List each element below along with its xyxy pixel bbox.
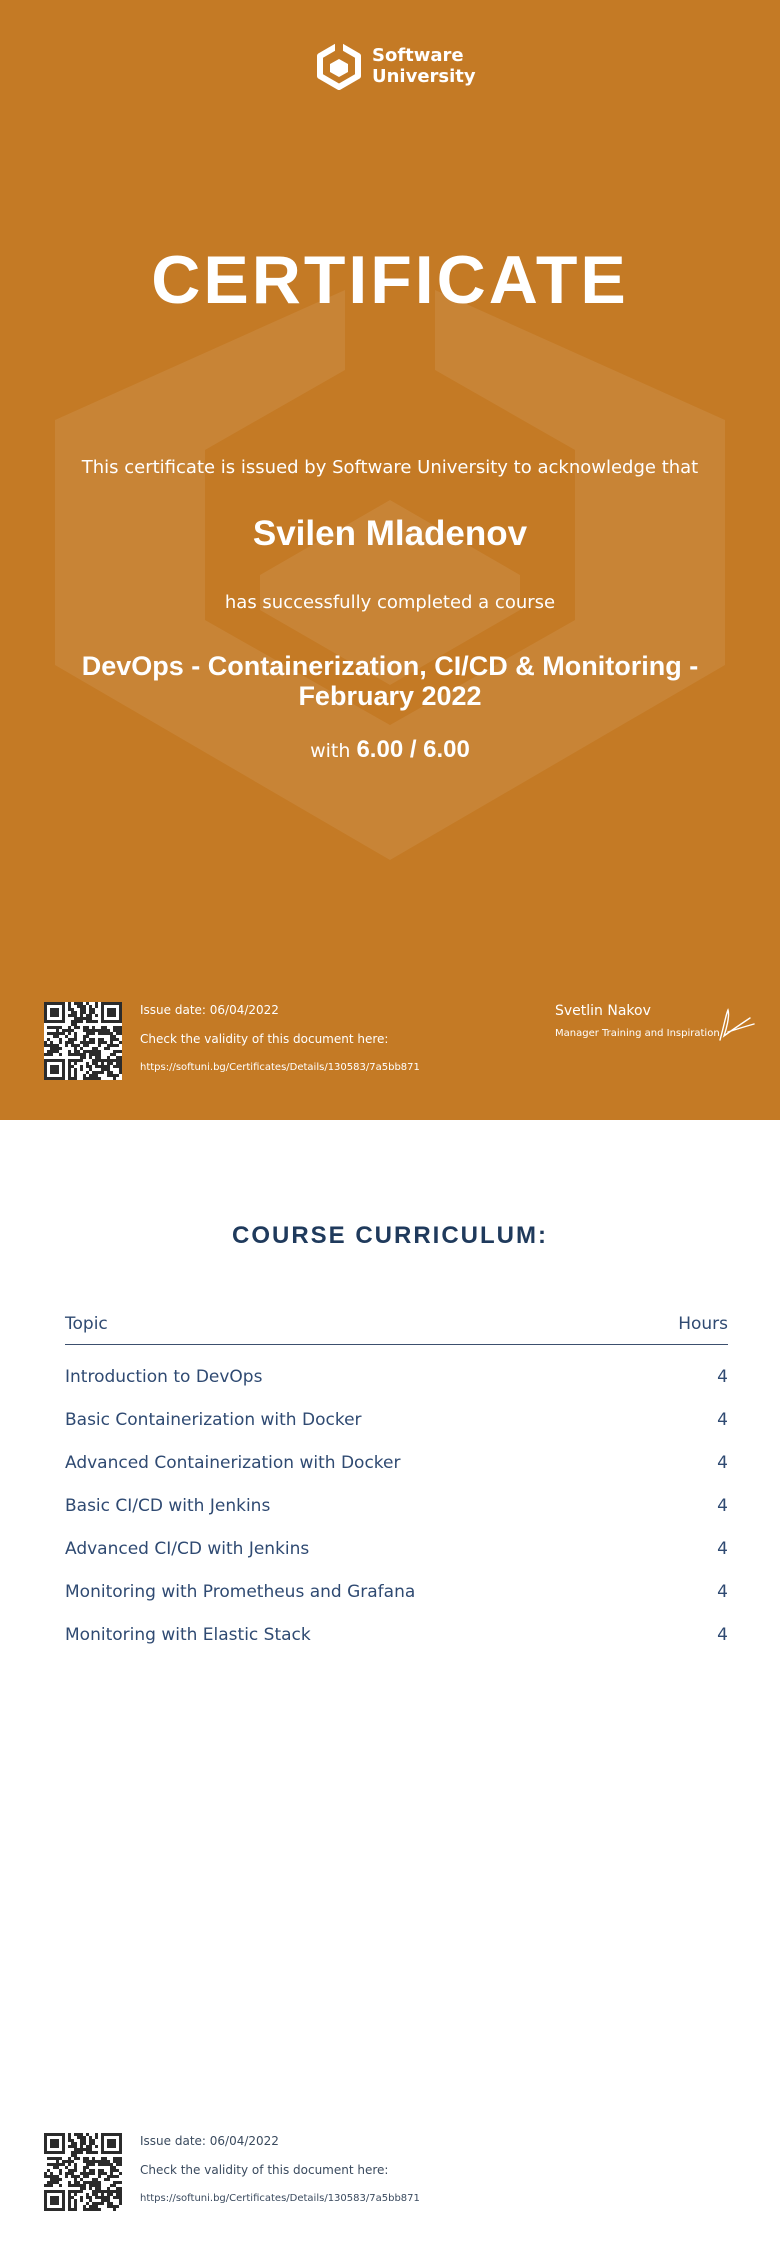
curriculum-title: COURSE CURRICULUM: <box>232 1222 548 1249</box>
softuni-logo[interactable] <box>315 42 485 92</box>
table-row <box>65 1442 728 1485</box>
footer-issue-date: Issue date: 06/04/2022 <box>140 2134 279 2148</box>
row-hours: 4 <box>717 1539 728 1559</box>
validity-text: Check the validity of this document here: <box>140 1032 389 1046</box>
row-hours: 4 <box>717 1582 728 1602</box>
header-topic: Topic <box>65 1314 108 1334</box>
row-hours: 4 <box>717 1453 728 1473</box>
header-hours: Hours <box>678 1314 728 1334</box>
row-topic: Monitoring with Elastic Stack <box>65 1625 311 1645</box>
footer-qr-code-icon[interactable] <box>44 2133 122 2211</box>
issue-date: Issue date: 06/04/2022 <box>140 1003 279 1017</box>
table-row <box>65 1399 728 1442</box>
row-hours: 4 <box>717 1367 728 1387</box>
curriculum-table <box>65 1310 728 1657</box>
table-row <box>65 1528 728 1571</box>
row-topic: Advanced CI/CD with Jenkins <box>65 1539 310 1559</box>
recipient-name: Svilen Mladenov <box>252 514 528 553</box>
grade-line <box>0 736 780 765</box>
certificate-title: CERTIFICATE <box>151 242 629 318</box>
row-topic: Introduction to DevOps <box>65 1367 263 1387</box>
course-name: DevOps - Containerization, CI/CD & Monitoring - February 2022 <box>81 651 699 711</box>
footer-validity-link[interactable]: https://softuni.bg/Certificates/Details/130583/7a5bb871 <box>140 2193 420 2204</box>
certificate-intro: This certificate is issued by Software University to acknowledge that <box>81 457 699 478</box>
grade-prefix: with <box>310 740 351 762</box>
logo-text-line2: University <box>372 66 476 87</box>
table-row <box>65 1571 728 1614</box>
table-row <box>65 1614 728 1657</box>
logo-text <box>372 45 476 87</box>
curriculum-rows <box>65 1356 728 1657</box>
row-hours: 4 <box>717 1625 728 1645</box>
logo-text-line1: Software <box>372 45 464 66</box>
qr-code-icon[interactable] <box>44 1002 122 1080</box>
grade-value: 6.00 / 6.00 <box>356 736 470 763</box>
completion-text: has successfully completed a course <box>224 592 556 613</box>
signer-role: Manager Training and Inspiration <box>555 1028 720 1039</box>
row-topic: Monitoring with Prometheus and Grafana <box>65 1582 416 1602</box>
validity-link[interactable]: https://softuni.bg/Certificates/Details/130583/7a5bb871 <box>140 1062 420 1073</box>
signer-name: Svetlin Nakov <box>555 1003 651 1019</box>
background-logo-watermark <box>0 0 780 1120</box>
softuni-logo-icon <box>315 42 363 90</box>
row-topic: Basic CI/CD with Jenkins <box>65 1496 271 1516</box>
row-hours: 4 <box>717 1410 728 1430</box>
curriculum-table-header <box>65 1310 728 1345</box>
row-topic: Advanced Containerization with Docker <box>65 1453 401 1473</box>
row-topic: Basic Containerization with Docker <box>65 1410 362 1430</box>
footer-validity-text: Check the validity of this document here: <box>140 2163 389 2177</box>
certificate-card <box>0 0 780 1120</box>
table-row <box>65 1485 728 1528</box>
signature-icon <box>714 1004 756 1044</box>
table-row <box>65 1356 728 1399</box>
row-hours: 4 <box>717 1496 728 1516</box>
